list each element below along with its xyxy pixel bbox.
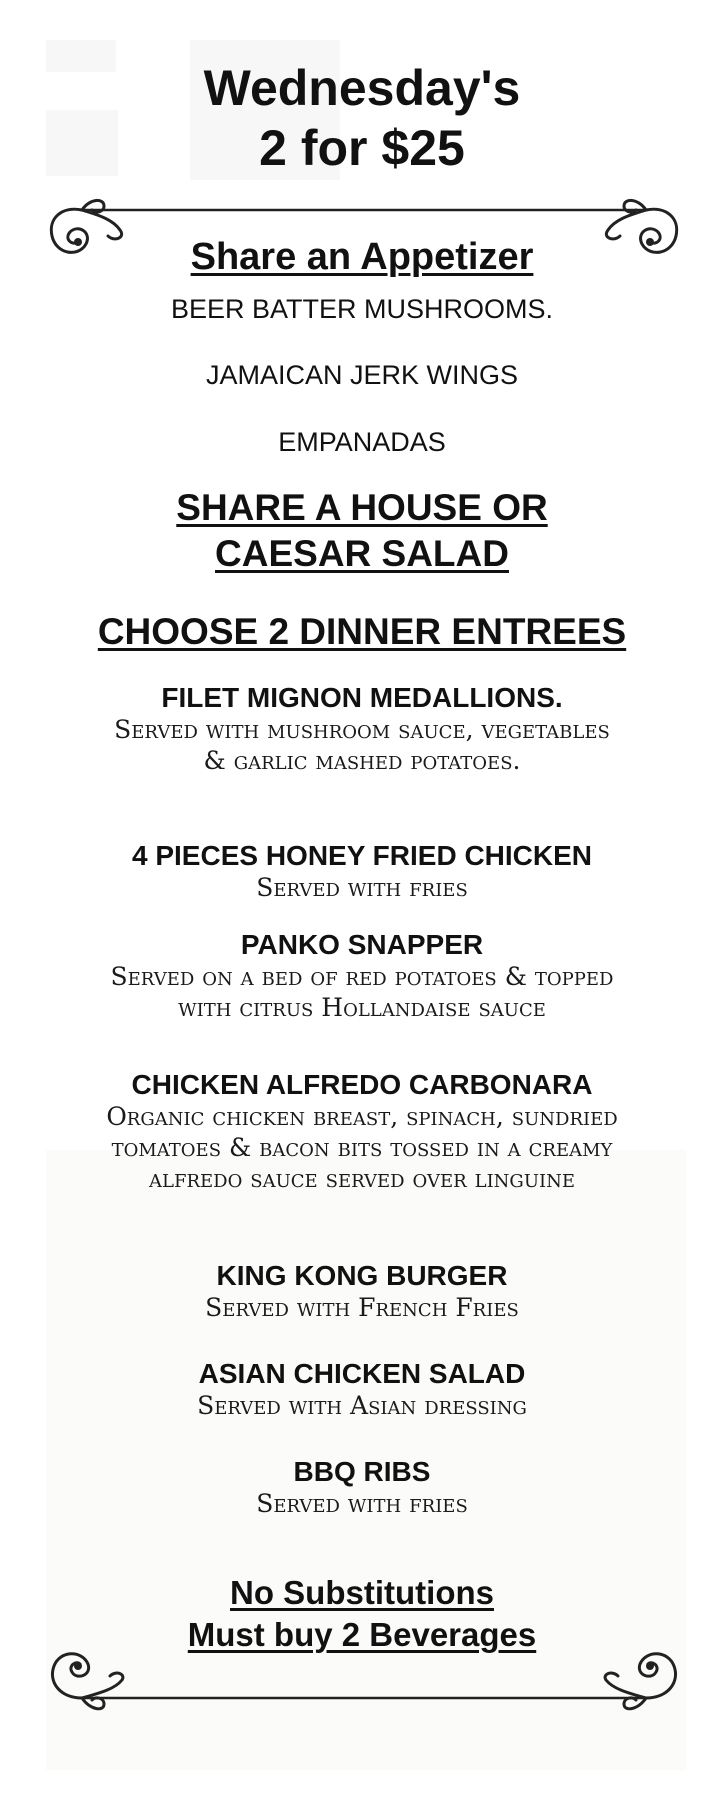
appetizer-item: EMPANADAS <box>278 427 446 457</box>
entree-description: Served with mushroom sauce, vegetables & garlic mashed potatoes. <box>114 715 610 775</box>
entree-name: PANKO SNAPPER <box>240 929 484 960</box>
entree-name: CHICKEN ALFREDO CARBONARA <box>131 1069 593 1100</box>
appetizer-item: JAMAICAN JERK WINGS <box>205 360 519 390</box>
entree-description: Served with Asian dressing <box>197 1391 527 1420</box>
entree-description: Served with French Fries <box>205 1293 519 1322</box>
entree-name: FILET MIGNON MEDALLIONS. <box>161 682 563 713</box>
entrees-heading: CHOOSE 2 DINNER ENTREES <box>97 611 627 652</box>
title-line-1: Wednesday's <box>203 60 521 116</box>
entree-name: 4 PIECES HONEY FRIED CHICKEN <box>131 840 593 871</box>
entree-description: Served with fries <box>256 1489 468 1518</box>
entree-name: BBQ RIBS <box>293 1456 431 1487</box>
salad-heading <box>0 485 724 577</box>
salad-heading-line-2: CAESAR SALAD <box>215 533 509 574</box>
entree-description: Served with fries <box>256 873 468 902</box>
entree-description: Served on a bed of red potatoes & topped with citrus Hollandaise sauce <box>110 962 614 1022</box>
menu-title <box>0 58 724 178</box>
appetizer-heading: Share an Appetizer <box>190 236 534 278</box>
beverage-requirement-note: Must buy 2 Beverages <box>187 1616 537 1653</box>
entree-name: KING KONG BURGER <box>216 1260 508 1291</box>
bottom-flourish-divider <box>42 1640 686 1730</box>
appetizer-item: BEER BATTER MUSHROOMS. <box>170 294 554 324</box>
entree-name: ASIAN CHICKEN SALAD <box>198 1358 526 1389</box>
entree-description: Organic chicken breast, spinach, sundried tomatoes & bacon bits tossed in a creamy alfredo sauce served over linguine <box>106 1102 618 1193</box>
no-substitutions-note: No Substitutions <box>230 1574 494 1611</box>
title-line-2: 2 for $25 <box>259 120 465 176</box>
salad-heading-line-1: SHARE A HOUSE OR <box>176 487 548 528</box>
